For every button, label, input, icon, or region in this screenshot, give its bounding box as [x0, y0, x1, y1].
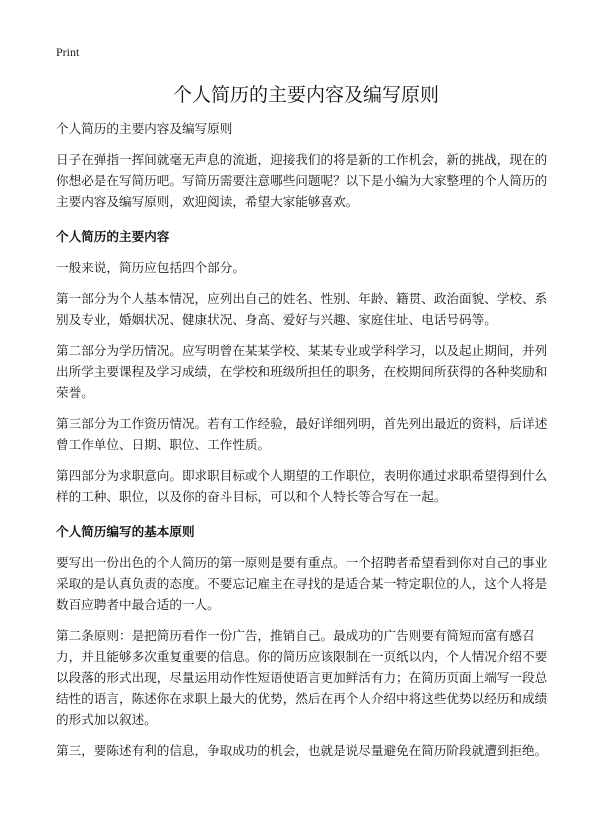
- document-page: [56, 44, 556, 761]
- subtitle: 个人简历的主要内容及编写原则: [56, 121, 233, 136]
- section2-paragraph: 要写出一份出色的个人简历的第一原则是要有重点。一个招聘者希望看到你对自己的事业采取的是认真负责的态度。不要忘记雇主在寻找的是适合某一特定职位的人，这个人将是数百应聘者中最合适的一人。: [56, 555, 548, 612]
- section2-paragraph: 第三，要陈述有利的信息，争取成功的机会，也就是说尽量避免在简历阶段就遭到拒绝。: [56, 743, 548, 758]
- section1-paragraph: 一般来说，简历应包括四个部分。: [56, 260, 245, 275]
- section-heading-principles: 个人简历编写的基本原则: [56, 524, 195, 539]
- section1-paragraph: 第一部分为个人基本情况，应列出自己的姓名、性别、年龄、籍贯、政治面貌、学校、系别及专业，婚姻状况、健康状况、身高、爱好与兴趣、家庭住址、电话号码等。: [56, 291, 548, 327]
- page-title: 个人简历的主要内容及编写原则: [172, 84, 439, 106]
- section-heading-main-content: 个人简历的主要内容: [56, 229, 170, 244]
- section1-paragraph: 第三部分为工作资历情况。若有工作经验，最好详细列明，首先列出最近的资料，后详述曾工作单位、日期、职位、工作性质。: [56, 416, 548, 452]
- section1-paragraph: 第四部分为求职意向。即求职目标或个人期望的工作职位，表明你通过求职希望得到什么样的工种、职位，以及你的奋斗目标，可以和个人特长等合写在一起。: [56, 468, 548, 504]
- section2-paragraph: 第二条原则：是把简历看作一份广告，推销自己。最成功的广告则要有简短而富有感召力，并且能够多次重复重要的信息。你的简历应该限制在一页纸以内，个人情况介绍不要以段落的形式出现，尽量运用动作性短语使语言更加鲜活有力；在简历页面上端写一段总结性的语言，陈述你在求职上最大的优势，然后在再个人介绍中将这些优势以经历和成绩的形式加以叙述。: [56, 628, 548, 727]
- intro-paragraph: 日子在弹指一挥间就毫无声息的流逝，迎接我们的将是新的工作机会，新的挑战，现在的你想必是在写简历吧。写简历需要注意哪些问题呢？以下是小编为大家整理的个人简历的主要内容及编写原则，欢迎阅读，希望大家能够喜欢。: [56, 152, 548, 209]
- section1-paragraph: 第二部分为学历情况。应写明曾在某某学校、某某专业或学科学习，以及起止期间，并列出所学主要课程及学习成绩，在学校和班级所担任的职务，在校期间所获得的各种奖励和荣誉。: [56, 343, 548, 400]
- print-link[interactable]: Print: [56, 45, 80, 59]
